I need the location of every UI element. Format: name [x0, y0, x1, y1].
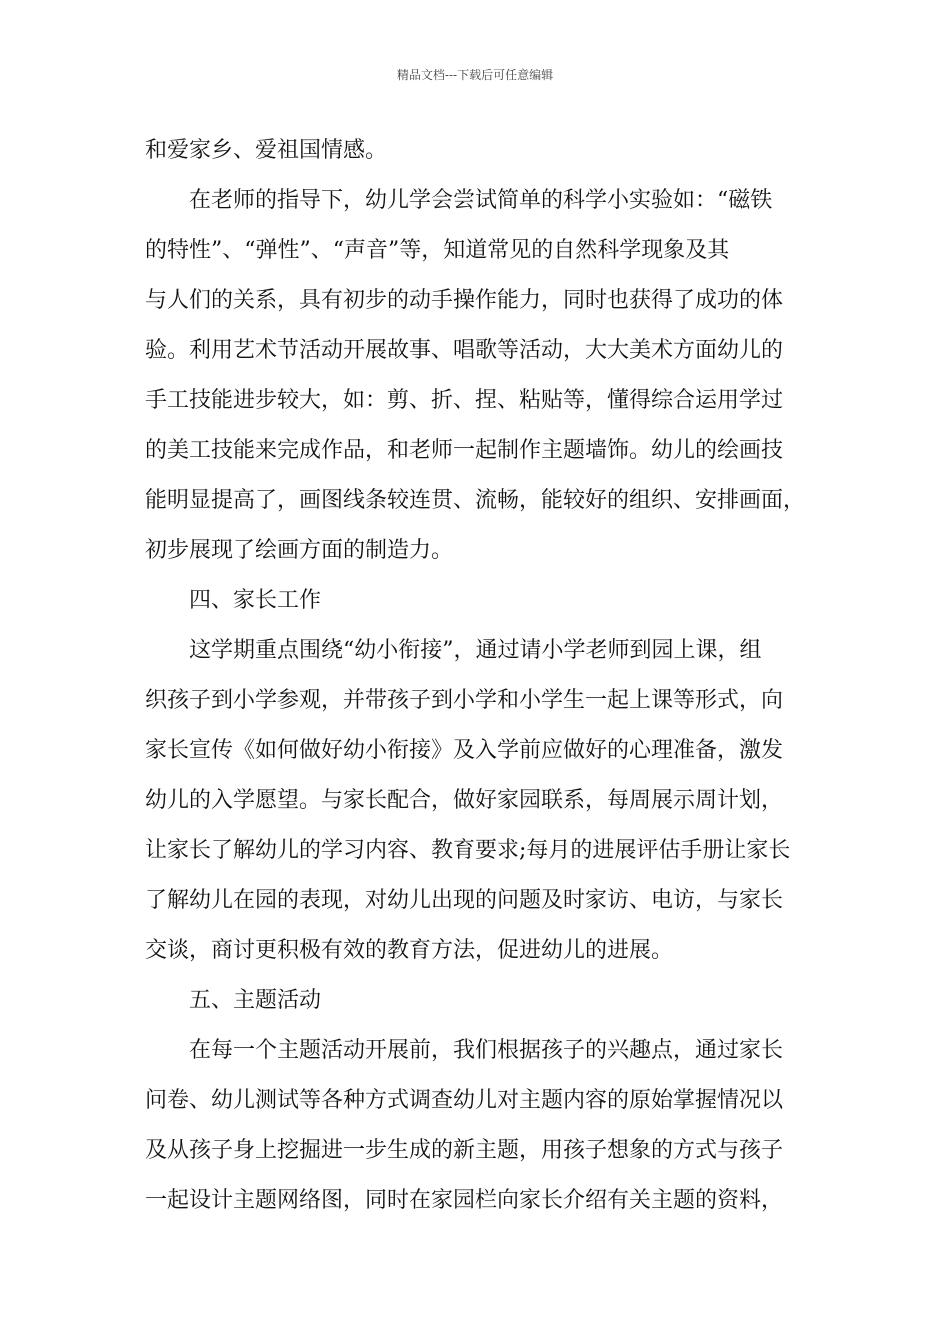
text-line: 让家长了解幼儿的学习内容、教育要求;每月的进展评估手册让家长: [145, 838, 791, 863]
text-line: 了解幼儿在园的表现，对幼儿出现的问题及时家访、电访，与家长: [145, 888, 784, 913]
text-line: 和爱家乡、爱祖国情感。: [145, 138, 388, 163]
text-line: 与人们的关系，具有初步的动手操作能力，同时也获得了成功的体: [145, 288, 784, 313]
text-line: 及从孩子身上挖掘进一步生成的新主题，用孩子想象的方式与孩子: [145, 1138, 784, 1163]
text-line: 家长宣传《如何做好幼小衔接》及入学前应做好的心理准备，激发: [145, 738, 784, 763]
text-line: 手工技能进步较大，如：剪、折、捏、粘贴等，懂得综合运用学过: [145, 388, 784, 413]
text-line: 能明显提高了，画图线条较连贯、流畅，能较好的组织、安排画面，: [145, 488, 806, 513]
text-line: 的美工技能来完成作品，和老师一起制作主题墙饰。幼儿的绘画技: [145, 438, 784, 463]
section-heading: 五、主题活动: [189, 988, 322, 1013]
text-line: 的特性”、“弹性”、“声音”等，知道常见的自然科学现象及其: [145, 238, 730, 263]
page-header: 精品文档---下载后可任意编辑: [396, 68, 554, 82]
text-line: 一起设计主题网络图，同时在家园栏向家长介绍有关主题的资料，: [145, 1188, 784, 1213]
text-line: 幼儿的入学愿望。与家长配合，做好家园联系，每周展示周计划，: [145, 788, 784, 813]
text-line: 交谈，商讨更积极有效的教育方法，促进幼儿的进展。: [145, 938, 674, 963]
paragraph-first-line: 在老师的指导下，幼儿学会尝试简单的科学小实验如：“磁铁: [189, 188, 773, 213]
paragraph-first-line: 在每一个主题活动开展前，我们根据孩子的兴趣点，通过家长: [189, 1038, 784, 1063]
section-heading: 四、家长工作: [189, 588, 322, 613]
paragraph-first-line: 这学期重点围绕“幼小衔接”，通过请小学老师到园上课，组: [189, 638, 762, 663]
text-line: 织孩子到小学参观，并带孩子到小学和小学生一起上课等形式，向: [145, 688, 784, 713]
text-line: 初步展现了绘画方面的制造力。: [145, 538, 454, 563]
text-line: 问卷、幼儿测试等各种方式调查幼儿对主题内容的原始掌握情况以: [145, 1088, 784, 1113]
text-line: 验。利用艺术节活动开展故事、唱歌等活动，大大美术方面幼儿的: [145, 338, 784, 363]
